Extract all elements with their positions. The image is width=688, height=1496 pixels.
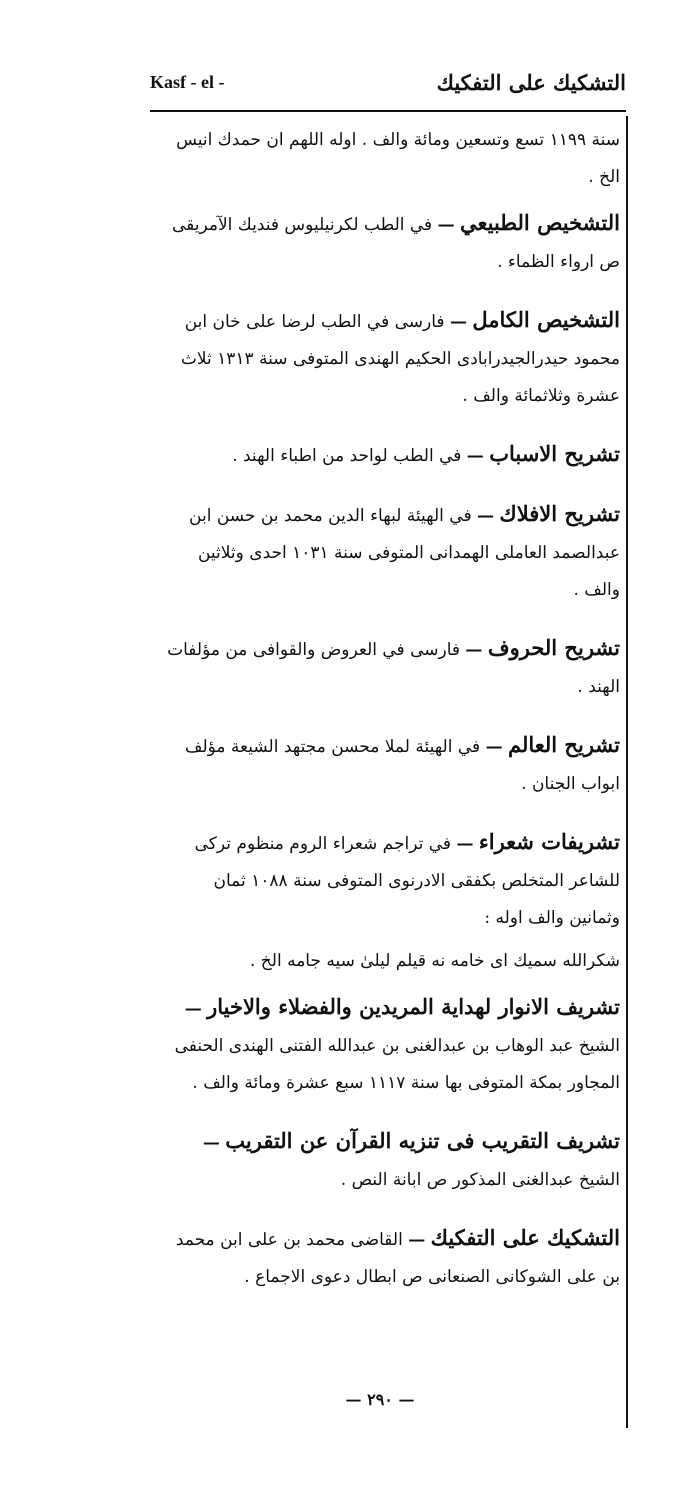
entry-text: في الطب لكرنيليوس فنديك الآمريقى ص ارواء الظماء .: [171, 215, 620, 272]
running-title: التشكيك على التفكيك: [436, 70, 626, 95]
entry: [158, 1219, 620, 1296]
entry-title: تشريف الانوار لهداية المريدين والفضلاء والاخيار: [207, 994, 620, 1019]
page-number: — ٢٩٠ —: [345, 1390, 415, 1409]
entry: [158, 435, 620, 475]
entry: [158, 988, 620, 1102]
entry-title: تشريفات شعراء: [478, 829, 620, 854]
entry-title: التشخيص الكامل: [472, 307, 620, 332]
header-rule: [150, 110, 626, 112]
entry-title: تشريح الافلاك: [499, 501, 620, 526]
entry-text: الشيخ عبد الوهاب بن عبدالغنى بن عبدالله الفتنى الهندى الحنفى المجاور بمكة المتوفى بها سنة ١١١٧ سبع عشرة ومائة والف .: [174, 1036, 620, 1093]
entry-dash: —: [485, 737, 503, 757]
entry-dash: —: [437, 215, 455, 235]
entry: [158, 301, 620, 415]
entry-title: تشريح العالم: [507, 732, 620, 757]
entry-text: في الهيئة لبهاء الدين محمد بن حسن ابن عبدالصمد العاملى الهمدانى المتوفى سنة ١٠٣١ احدى وثلاثين والف .: [189, 506, 620, 600]
entry: [158, 823, 620, 937]
page-header: [150, 66, 626, 106]
margin-rule: [626, 116, 628, 1428]
entry-dash: —: [456, 834, 474, 854]
entry-title: تشريح الاسباب: [489, 441, 620, 466]
entry-dash: —: [449, 312, 467, 332]
running-title-latin: Kasf - el -: [150, 72, 225, 92]
entry: [158, 1122, 620, 1199]
entry-title: تشريف التقريب فى تنزيه القرآن عن التقريب: [225, 1128, 620, 1153]
entry-text: في تراجم شعراء الروم منظوم تركى للشاعر المتخلص بكفقى الادرنوى المتوفى سنة ١٠٨٨ ثمان وثمانين والف اوله :: [194, 834, 620, 928]
entry-title: التشكيك على التفكيك: [430, 1225, 620, 1250]
entry-text: في الهيئة لملا محسن مجتهد الشيعة مؤلف ابواب الجنان .: [184, 737, 620, 794]
entry-text: الشيخ عبدالغنى المذكور ص ابانة النص .: [340, 1170, 620, 1190]
entry-dash: —: [202, 1133, 220, 1153]
entry: [158, 495, 620, 609]
entry-text: فارسى في الطب لرضا على خان ابن محمود حيدرالجيدرابادى الحكيم الهندى المتوفى سنة ١٣١٣ ثلاث عشرة وثلاثمائة والف .: [180, 312, 620, 406]
page-body: [158, 122, 620, 1316]
entry-text: القاضى محمد بن على ابن محمد بن على الشوكانى الصنعانى ص ابطال دعوى الاجماع .: [175, 1230, 620, 1287]
entry-text: فارسى في العروض والقوافى من مؤلفات الهند .: [167, 640, 620, 697]
entry-dash: —: [465, 640, 483, 660]
entry-text: في الطب لواحد من اطباء الهند .: [232, 446, 462, 466]
entry: [158, 726, 620, 803]
entry-dash: —: [408, 1230, 426, 1250]
entry-dash: —: [477, 506, 495, 526]
entry: [158, 204, 620, 281]
entry: [158, 629, 620, 706]
entry-title: تشريح الحروف: [487, 635, 620, 660]
entry-dash: —: [184, 999, 202, 1019]
entry-title: التشخيص الطبيعي: [459, 210, 620, 235]
intro-text: سنة ١١٩٩ تسع وتسعين ومائة والف . اوله اللهم ان حمدك انيس الخ .: [176, 130, 620, 187]
entry-dash: —: [466, 446, 484, 466]
verse-line: شكرالله سميك اى خامه نه قيلم ليلىٰ سيه جامه الخ .: [250, 951, 620, 971]
